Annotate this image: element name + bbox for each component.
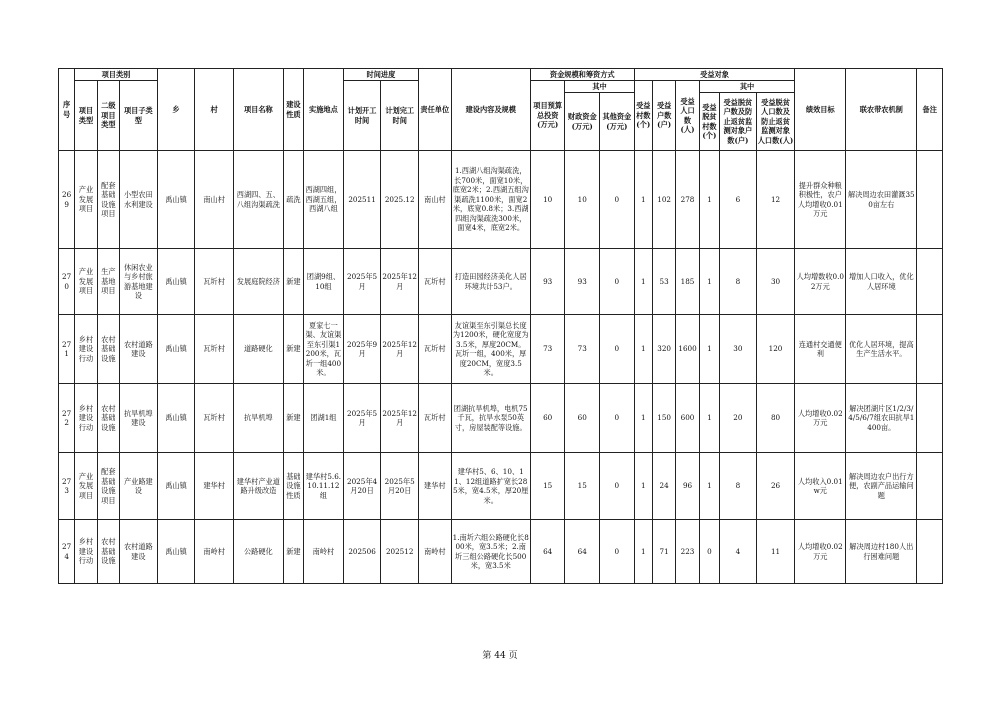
- township-cell: 禹山镇: [157, 453, 195, 520]
- item-sub-type-cell: 休闲农业与乡村旅游基地建设: [120, 249, 158, 315]
- poverty-population-cell: 120: [756, 315, 795, 384]
- responsible-unit-cell: 建华村: [419, 453, 452, 520]
- header-benefit-population: 受益人口数(人): [676, 81, 699, 151]
- sub-type-cell: 农村基础设施: [97, 315, 119, 384]
- benefit-population-cell: 600: [676, 384, 699, 453]
- remark-cell: [917, 453, 943, 520]
- plan-end-cell: 2025年12月: [381, 249, 419, 315]
- remark-cell: [917, 151, 943, 249]
- location-cell: 夏家七一渠、友谊渠至东引渠1200米，瓦圻一组400米。: [304, 315, 344, 384]
- project-type-cell: 乡村建设行动: [75, 384, 97, 453]
- benefit-population-cell: 1600: [676, 315, 699, 384]
- sub-type-cell: 配套基础设施项目: [97, 453, 119, 520]
- seq-cell: 272: [59, 384, 75, 453]
- poverty-households-cell: 30: [720, 315, 757, 384]
- farmer-mechanism-cell: 解决团湖片区1/2/3/4/5/6/7组农田抗旱1400亩。: [846, 384, 917, 453]
- township-cell: 禹山镇: [157, 384, 195, 453]
- project-type-cell: 乡村建设行动: [75, 520, 97, 584]
- plan-start-cell: 2025年5月: [343, 249, 381, 315]
- total-investment-cell: 10: [530, 151, 565, 249]
- header-village: 村: [195, 69, 234, 151]
- fiscal-funds-cell: 93: [565, 249, 600, 315]
- fiscal-funds-cell: 10: [565, 151, 600, 249]
- item-sub-type-cell: 农村道路建设: [120, 315, 158, 384]
- header-responsible-unit: 责任单位: [419, 69, 452, 151]
- village-cell: 南岭村: [195, 520, 234, 584]
- village-cell: 建华村: [195, 453, 234, 520]
- benefit-population-cell: 185: [676, 249, 699, 315]
- project-name-cell: 抗旱机埠: [233, 384, 283, 453]
- total-investment-cell: 15: [530, 453, 565, 520]
- other-funds-cell: 0: [600, 315, 635, 384]
- sub-type-cell: 农村基础设施: [97, 520, 119, 584]
- project-name-cell: 建华村产业道路升级改造: [233, 453, 283, 520]
- content-cell: 友谊渠至东引渠总长度为1200米，硬化宽度为3.5米，厚度20CM。瓦圻一组，400米，厚度20CM，宽度3.5米。: [451, 315, 530, 384]
- construction-nature-cell: 新建: [283, 384, 303, 453]
- project-table: [58, 68, 943, 584]
- poverty-population-cell: 11: [756, 520, 795, 584]
- header-remarks: 备注: [917, 69, 943, 151]
- project-name-cell: 道路硬化: [233, 315, 283, 384]
- performance-goal-cell: 人均增收0.02万元: [795, 520, 846, 584]
- benefit-population-cell: 96: [676, 453, 699, 520]
- fiscal-funds-cell: 60: [565, 384, 600, 453]
- header-other-funds: 其他资金(万元): [600, 93, 635, 151]
- poverty-villages-cell: 1: [699, 315, 719, 384]
- header-project-category: 项目类别: [75, 69, 157, 81]
- village-cell: 南山村: [195, 151, 234, 249]
- sub-type-cell: 生产基地项目: [97, 249, 119, 315]
- sub-type-cell: 配套基础设施项目: [97, 151, 119, 249]
- header-funding: 资金规模和筹资方式: [530, 69, 634, 81]
- location-cell: 建华村5.6.10.11.12组: [304, 453, 344, 520]
- benefit-population-cell: 278: [676, 151, 699, 249]
- benefit-population-cell: 223: [676, 520, 699, 584]
- village-cell: 瓦圻村: [195, 315, 234, 384]
- plan-end-cell: 2025年5月20日: [381, 453, 419, 520]
- farmer-mechanism-cell: 优化人居环境，提高生产生活水平。: [846, 315, 917, 384]
- item-sub-type-cell: 农村道路建设: [120, 520, 158, 584]
- plan-end-cell: 2025年12月: [381, 315, 419, 384]
- item-sub-type-cell: 小型农田水利建设: [120, 151, 158, 249]
- benefit-households-cell: 53: [652, 249, 675, 315]
- header-plan-end: 计划完工时间: [381, 81, 419, 151]
- plan-start-cell: 2025年4月20日: [343, 453, 381, 520]
- project-name-cell: 公路硬化: [233, 520, 283, 584]
- content-cell: 团湖抗旱机埠，电机75千瓦，抗旱水泵50英寸，房屋装配等设施。: [451, 384, 530, 453]
- responsible-unit-cell: 南山村: [419, 151, 452, 249]
- header-fiscal-funds: 财政资金(万元): [565, 93, 600, 151]
- table-row: [59, 453, 943, 520]
- poverty-population-cell: 30: [756, 249, 795, 315]
- other-funds-cell: 0: [600, 453, 635, 520]
- table-row: [59, 151, 943, 249]
- responsible-unit-cell: 瓦圻村: [419, 249, 452, 315]
- header-row-1: [59, 69, 943, 81]
- farmer-mechanism-cell: 解决周边村180人出行困难问题: [846, 520, 917, 584]
- header-benefit-villages: 受益村数(个): [634, 81, 652, 151]
- seq-cell: 271: [59, 315, 75, 384]
- village-cell: 瓦圻村: [195, 249, 234, 315]
- responsible-unit-cell: 瓦圻村: [419, 384, 452, 453]
- plan-end-cell: 202512: [381, 520, 419, 584]
- header-benefit-of-which: 其中: [699, 81, 795, 93]
- performance-goal-cell: 人均增数收0.02万元: [795, 249, 846, 315]
- construction-nature-cell: 疏洗: [283, 151, 303, 249]
- seq-cell: 273: [59, 453, 75, 520]
- construction-nature-cell: 新建: [283, 315, 303, 384]
- content-cell: 1.西湖八组沟渠疏洗，长700米，面宽10米，底宽2米；2.西湖五组沟渠疏洗1100米，面宽2米，底宽0.8米；3.西湖四组沟渠疏洗300米，面宽4米，底宽2米。: [451, 151, 530, 249]
- other-funds-cell: 0: [600, 520, 635, 584]
- poverty-population-cell: 12: [756, 151, 795, 249]
- header-performance-goal: 绩效目标: [795, 69, 846, 151]
- table-row: [59, 520, 943, 584]
- poverty-villages-cell: 0: [699, 520, 719, 584]
- item-sub-type-cell: 抗旱机埠建设: [120, 384, 158, 453]
- benefit-households-cell: 102: [652, 151, 675, 249]
- content-cell: 1.南圻六组公路硬化长800米，宽3.5米；2.南圻三组公路硬化长500米，宽3.5米: [451, 520, 530, 584]
- remark-cell: [917, 384, 943, 453]
- township-cell: 禹山镇: [157, 151, 195, 249]
- plan-start-cell: 2025年9月: [343, 315, 381, 384]
- total-investment-cell: 93: [530, 249, 565, 315]
- location-cell: 团湖1组: [304, 384, 344, 453]
- header-construction-nature: 建设性质: [283, 69, 303, 151]
- poverty-households-cell: 8: [720, 453, 757, 520]
- fiscal-funds-cell: 64: [565, 520, 600, 584]
- header-funding-of-which: 其中: [565, 81, 634, 93]
- poverty-households-cell: 4: [720, 520, 757, 584]
- benefit-villages-cell: 1: [634, 520, 652, 584]
- table-body: [59, 151, 943, 584]
- benefit-households-cell: 71: [652, 520, 675, 584]
- project-type-cell: 产业发展项目: [75, 249, 97, 315]
- farmer-mechanism-cell: 解决周边农户出行方便，农副产品运输问题: [846, 453, 917, 520]
- poverty-villages-cell: 1: [699, 249, 719, 315]
- page-number: 第 44 页: [482, 651, 518, 661]
- benefit-households-cell: 150: [652, 384, 675, 453]
- item-sub-type-cell: 产业路建设: [120, 453, 158, 520]
- project-type-cell: 产业发展项目: [75, 453, 97, 520]
- header-content-scale: 建设内容及规模: [451, 69, 530, 151]
- other-funds-cell: 0: [600, 151, 635, 249]
- performance-goal-cell: 提升群众种粮积极性，农户人均增收0.01万元: [795, 151, 846, 249]
- benefit-villages-cell: 1: [634, 453, 652, 520]
- performance-goal-cell: 连通村交通便利: [795, 315, 846, 384]
- responsible-unit-cell: 瓦圻村: [419, 315, 452, 384]
- township-cell: 禹山镇: [157, 520, 195, 584]
- poverty-population-cell: 26: [756, 453, 795, 520]
- content-cell: 建华村5、6、10、11、12组道路扩宽长285米，宽4.5米，厚20厘米。: [451, 453, 530, 520]
- header-sub-type: 二级项目类型: [97, 81, 119, 151]
- remark-cell: [917, 520, 943, 584]
- project-type-cell: 产业发展项目: [75, 151, 97, 249]
- project-name-cell: 西湖四、五、八组沟渠疏洗: [233, 151, 283, 249]
- benefit-villages-cell: 1: [634, 249, 652, 315]
- responsible-unit-cell: 南岭村: [419, 520, 452, 584]
- poverty-households-cell: 20: [720, 384, 757, 453]
- poverty-households-cell: 8: [720, 249, 757, 315]
- benefit-villages-cell: 1: [634, 384, 652, 453]
- seq-cell: 270: [59, 249, 75, 315]
- poverty-population-cell: 80: [756, 384, 795, 453]
- header-poverty-villages: 受益脱贫村数(个): [699, 93, 719, 151]
- project-name-cell: 发展庭院经济: [233, 249, 283, 315]
- header-location: 实施地点: [304, 69, 344, 151]
- header-project-name: 项目名称: [233, 69, 283, 151]
- remark-cell: [917, 315, 943, 384]
- remark-cell: [917, 249, 943, 315]
- performance-goal-cell: 人均增收0.02万元: [795, 384, 846, 453]
- plan-start-cell: 202511: [343, 151, 381, 249]
- seq-cell: 274: [59, 520, 75, 584]
- township-cell: 禹山镇: [157, 315, 195, 384]
- benefit-households-cell: 24: [652, 453, 675, 520]
- plan-end-cell: 2025年12月: [381, 384, 419, 453]
- benefit-villages-cell: 1: [634, 315, 652, 384]
- header-total-investment: 项目预算总投资(万元): [530, 81, 565, 151]
- header-plan-start: 计划开工时间: [343, 81, 381, 151]
- construction-nature-cell: 基础设施性质: [283, 453, 303, 520]
- header-seq: 序号: [59, 69, 75, 151]
- other-funds-cell: 0: [600, 249, 635, 315]
- farmer-mechanism-cell: 解决周边农田灌溉350亩左右: [846, 151, 917, 249]
- location-cell: 南岭村: [304, 520, 344, 584]
- benefit-villages-cell: 1: [634, 151, 652, 249]
- header-township: 乡: [157, 69, 195, 151]
- seq-cell: 269: [59, 151, 75, 249]
- location-cell: 西湖四组，西湖五组，西湖八组: [304, 151, 344, 249]
- farmer-mechanism-cell: 增加人口收入，优化人居环境: [846, 249, 917, 315]
- poverty-villages-cell: 1: [699, 453, 719, 520]
- content-cell: 打造田园经济美化人居环境共计53户。: [451, 249, 530, 315]
- header-farmer-mechanism: 联农带农机制: [846, 69, 917, 151]
- poverty-villages-cell: 1: [699, 151, 719, 249]
- benefit-households-cell: 320: [652, 315, 675, 384]
- header-time-progress: 时间进度: [343, 69, 418, 81]
- header-poverty-households: 受益脱贫户数及防止返贫监测对象户数(户): [720, 93, 757, 151]
- location-cell: 团湖9组、10组: [304, 249, 344, 315]
- header-beneficiaries: 受益对象: [634, 69, 795, 81]
- poverty-households-cell: 6: [720, 151, 757, 249]
- fiscal-funds-cell: 15: [565, 453, 600, 520]
- poverty-villages-cell: 1: [699, 384, 719, 453]
- table-row: [59, 249, 943, 315]
- sub-type-cell: 农村基础设施: [97, 384, 119, 453]
- total-investment-cell: 60: [530, 384, 565, 453]
- total-investment-cell: 64: [530, 520, 565, 584]
- other-funds-cell: 0: [600, 384, 635, 453]
- township-cell: 禹山镇: [157, 249, 195, 315]
- project-type-cell: 乡村建设行动: [75, 315, 97, 384]
- header-benefit-households: 受益户数(户): [652, 81, 675, 151]
- header-item-sub-type: 项目子类型: [120, 81, 158, 151]
- plan-start-cell: 2025年5月: [343, 384, 381, 453]
- plan-start-cell: 202506: [343, 520, 381, 584]
- construction-nature-cell: 新建: [283, 520, 303, 584]
- village-cell: 瓦圻村: [195, 384, 234, 453]
- performance-goal-cell: 人均收入0.01w元: [795, 453, 846, 520]
- table-row: [59, 384, 943, 453]
- fiscal-funds-cell: 73: [565, 315, 600, 384]
- header-poverty-population: 受益脱贫人口数及防止返贫监测对象人口数(人): [756, 93, 795, 151]
- header-project-type: 项目类型: [75, 81, 97, 151]
- total-investment-cell: 73: [530, 315, 565, 384]
- table-row: [59, 315, 943, 384]
- plan-end-cell: 2025.12: [381, 151, 419, 249]
- construction-nature-cell: 新建: [283, 249, 303, 315]
